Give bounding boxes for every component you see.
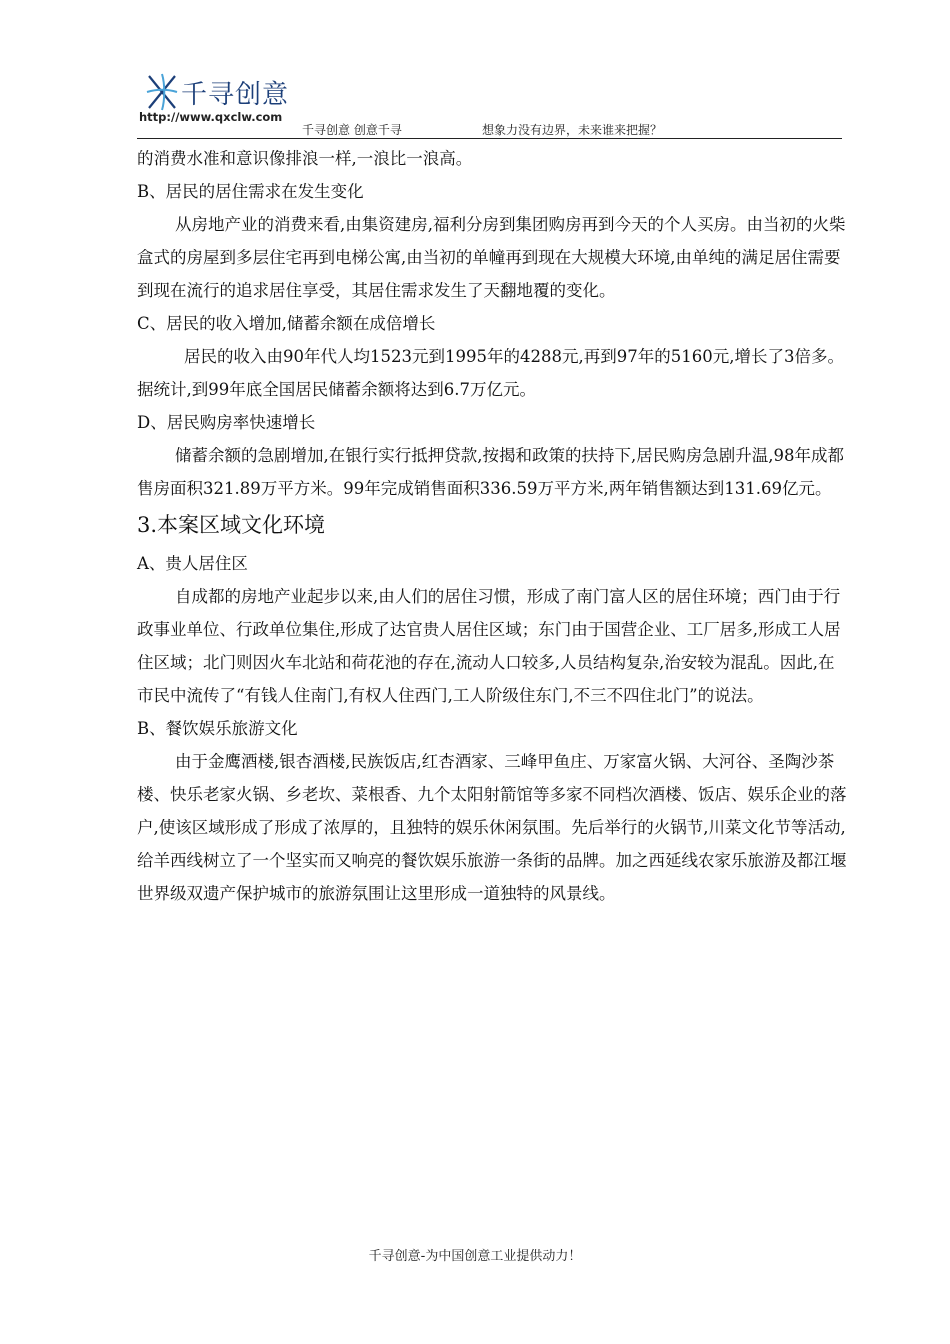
subheading-d: D、居民购房率快速增长	[137, 413, 316, 432]
paragraph-c: 居民的收入由90年代人均1523元到1995年的4288元,再到97年的5160元,增长了3倍多。据统计,到99年底全国居民储蓄余额将达到6.7万亿元。	[137, 347, 844, 399]
logo-icon	[145, 72, 179, 112]
subheading-c: C、居民的收入增加,储蓄余额在成倍增长	[137, 314, 436, 333]
paragraph-b: 从房地产业的消费来看,由集资建房,福利分房到集团购房再到今天的个人买房。由当初的火柴盒式的房屋到多层住宅再到电梯公寓,由当初的单幢再到现在大规模大环境,由单纯的满足居住需要到现在流行的追求居住享受，其居住需求发生了天翻地覆的变化。	[137, 215, 846, 300]
paragraph-d: 储蓄余额的急剧增加,在银行实行抵押贷款,按揭和政策的扶持下,居民购房急剧升温,98年成都售房面积321.89万平方米。99年完成销售面积336.59万平方米,两年销售额达到131.69亿元。	[137, 446, 844, 498]
subheading-3b: B、餐饮娱乐旅游文化	[137, 719, 298, 738]
header-slogan-left: 千寻创意 创意千寻	[302, 123, 402, 137]
header-slogan-right: 想象力没有边界，未来谁来把握？	[482, 123, 663, 137]
paragraph-3a: 自成都的房地产业起步以来,由人们的居住习惯，形成了南门富人区的居住环境；西门由于行政事业单位、行政单位集住,形成了达官贵人居住区域；东门由于国营企业、工厂居多,形成工人居住区域；北门则因火车北站和荷花池的存在,流动人口较多,人员结构复杂,治安较为混乱。因此,在市民中流传了“有钱人住南门,有权人住西门,工人阶级住东门,不三不四住北门”的说法。	[137, 587, 841, 705]
logo-url: http://www.qxclw.com	[139, 110, 283, 124]
subheading-3a: A、贵人居住区	[137, 554, 248, 573]
logo	[137, 66, 337, 128]
section-3-title: 3.本案区域文化环境	[137, 513, 326, 537]
subheading-b: B、居民的居住需求在发生变化	[137, 182, 364, 201]
logo-name: 千寻创意	[181, 80, 290, 110]
paragraph-3b: 由于金鹰酒楼,银杏酒楼,民族饭店,红杏酒家、三峰甲鱼庄、万家富火锅、大河谷、圣陶沙茶楼、快乐老家火锅、乡老坎、菜根香、九个太阳射箭馆等多家不同档次酒楼、饭店、娱乐企业的落户,使该区域形成了形成了浓厚的，且独特的娱乐休闲氛围。先后举行的火锅节,川菜文化节等活动,给羊西线树立了一个坚实而又响亮的餐饮娱乐旅游一条街的品牌。加之西延线农家乐旅游及都江堰世界级双遗产保护城市的旅游氛围让这里形成一道独特的风景线。	[137, 752, 847, 903]
header-divider	[137, 138, 842, 139]
paragraph-continued: 的消费水准和意识像排浪一样,一浪比一浪高。	[137, 149, 473, 168]
document-body	[137, 142, 847, 910]
page-header	[137, 66, 842, 140]
page-footer: 千寻创意-为中国创意工业提供动力！	[368, 1249, 582, 1264]
